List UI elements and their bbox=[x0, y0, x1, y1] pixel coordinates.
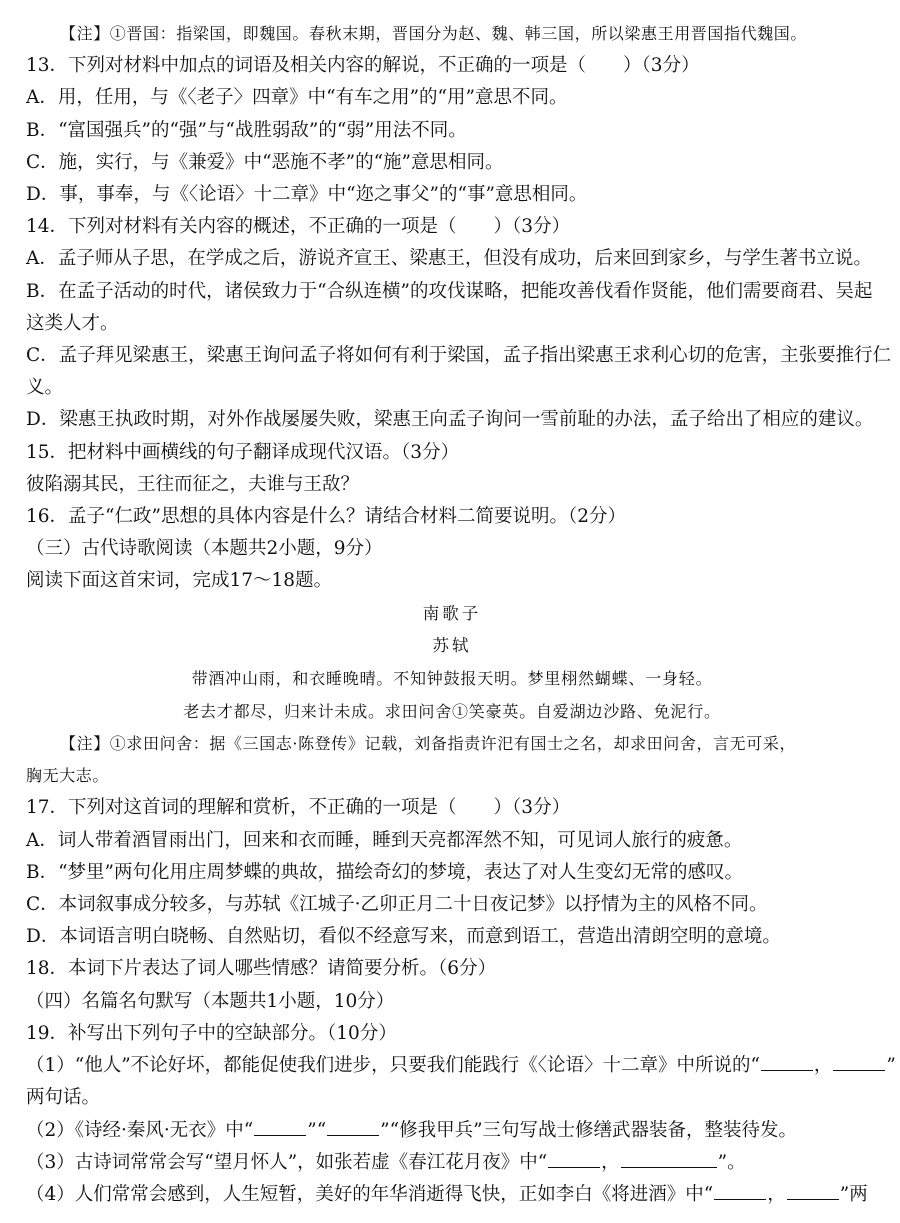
poem-note-line2: 胸无大志。 bbox=[26, 766, 110, 786]
answer-blank[interactable] bbox=[254, 1117, 306, 1136]
question-19-item-3 bbox=[26, 1147, 878, 1179]
item-1-comma: ， bbox=[813, 1055, 833, 1077]
question-14-option-c-line2: 义。 bbox=[26, 377, 64, 399]
question-14-option-d: D．梁惠王执政时期，对外作战屡屡失败，梁惠王向孟子询问一雪前耻的办法，孟子给出了相应的建议。 bbox=[26, 409, 874, 431]
question-13-option-d: D．事，事奉，与《〈论语〉十二章》中“迩之事父”的“事”意思相同。 bbox=[26, 184, 588, 206]
question-15-sentence: 彼陷溺其民，王往而征之，夫谁与王敌？ bbox=[26, 473, 360, 495]
answer-blank[interactable] bbox=[621, 1149, 717, 1168]
question-17-option-a: A．词人带着酒冒雨出门，回来和衣而睡，睡到天亮都浑然不知，可见词人旅行的疲惫。 bbox=[26, 829, 743, 851]
poem-line-2: 老去才都尽，归来计未成。求田问舍①笑豪英。自爱湖边沙路、免泥行。 bbox=[183, 702, 721, 722]
item-2-text: （2）《诗经·秦风·无衣》中“ bbox=[26, 1119, 254, 1141]
item-3-comma: ， bbox=[601, 1151, 620, 1173]
answer-blank[interactable] bbox=[714, 1181, 766, 1200]
section-3-intro: 阅读下面这首宋词，完成17～18题。 bbox=[26, 570, 333, 592]
section-4-title: （四）名篇名句默写（本题共1小题，10分） bbox=[26, 990, 395, 1012]
question-18-stem: 18．本词下片表达了词人哪些情感？请简要分析。（6分） bbox=[26, 958, 497, 980]
question-13-stem: 13．下列对材料中加点的词语及相关内容的解说，不正确的一项是（ ）（3分） bbox=[26, 55, 700, 77]
poem-note-line1: 【注】①求田问舍：据《三国志·陈登传》记载，刘备指责许汜有国士之名，却求田问舍，言无可采， bbox=[60, 734, 797, 754]
note-jin-guo: 【注】①晋国：指梁国，即魏国。春秋末期，晋国分为赵、魏、韩三国，所以梁惠王用晋国指代魏国。 bbox=[60, 24, 808, 43]
answer-blank[interactable] bbox=[548, 1149, 600, 1168]
item-2-rest: ”“修我甲兵”三句写战士修缮武器装备，整装待发。 bbox=[380, 1119, 798, 1141]
answer-blank[interactable] bbox=[327, 1117, 379, 1136]
poem-author: 苏轼 bbox=[432, 635, 472, 655]
question-17-stem: 17．下列对这首词的理解和赏析，不正确的一项是（ ）（3分） bbox=[26, 797, 571, 819]
section-3-title: （三）古代诗歌阅读（本题共2小题，9分） bbox=[26, 538, 383, 560]
question-14-option-b-line1: B．在孟子活动的时代，诸侯致力于“合纵连横”的攻伐谋略，把能攻善伐看作贤能，他们需要商君、吴起 bbox=[26, 280, 873, 302]
question-19-item-1-cont: 两句话。 bbox=[26, 1087, 101, 1109]
item-3-close: ”。 bbox=[717, 1151, 746, 1173]
question-13-option-c: C．施，实行，与《兼爱》中“恶施不孝”的“施”意思相同。 bbox=[26, 151, 504, 173]
question-14-stem: 14．下列对材料有关内容的概述，不正确的一项是（ ）（3分） bbox=[26, 216, 571, 238]
answer-blank[interactable] bbox=[787, 1181, 839, 1200]
question-17-option-c: C．本词叙事成分较多，与苏轼《江城子·乙卯正月二十日夜记梦》以抒情为主的风格不同。 bbox=[26, 894, 768, 916]
question-14-option-c-line1: C．孟子拜见梁惠王，梁惠王询问孟子将如何有利于梁国，孟子指出梁惠王求利心切的危害，主张要推行仁 bbox=[26, 345, 892, 367]
question-13-option-b: B．“富国强兵”的“强”与“战胜弱敌”的“弱”用法不同。 bbox=[26, 119, 467, 141]
question-14-option-a: A．孟子师从子思，在学成之后，游说齐宣王、梁惠王，但没有成功，后来回到家乡，与学生著书立说。 bbox=[26, 248, 872, 270]
answer-blank[interactable] bbox=[761, 1052, 813, 1071]
question-14-option-b-line2: 这类人才。 bbox=[26, 312, 119, 334]
question-16-stem: 16．孟子“仁政”思想的具体内容是什么？请结合材料二简要说明。（2分） bbox=[26, 506, 626, 528]
question-19-item-2 bbox=[26, 1115, 878, 1147]
item-1-close: ” bbox=[886, 1055, 896, 1077]
question-13-option-a: A．用，任用，与《〈老子〉四章》中“有车之用”的“用”意思不同。 bbox=[26, 87, 568, 109]
item-4-text: （4）人们常常会感到，人生短暂，美好的年华消逝得飞快，正如李白《将进酒》中“ bbox=[26, 1183, 714, 1205]
question-19-item-4 bbox=[26, 1179, 878, 1211]
item-4-comma: ， bbox=[767, 1183, 786, 1205]
question-15-stem: 15．把材料中画横线的句子翻译成现代汉语。（3分） bbox=[26, 441, 460, 463]
answer-blank[interactable] bbox=[833, 1052, 885, 1071]
question-17-option-b: B．“梦里”两句化用庄周梦蝶的典故，描绘奇幻的梦境，表达了对人生变幻无常的感叹。 bbox=[26, 861, 744, 883]
question-19-item-1 bbox=[26, 1050, 896, 1082]
item-3-text: （3）古诗词常常会写“望月怀人”，如张若虚《春江花月夜》中“ bbox=[26, 1151, 548, 1173]
poem-title: 南歌子 bbox=[422, 603, 482, 623]
item-1-text: （1）“他人”不论好坏，都能促使我们进步，只要我们能践行《〈论语〉十二章》中所说的“ bbox=[26, 1055, 760, 1077]
item-2-quote: ”“ bbox=[307, 1119, 327, 1141]
item-4-close: ”两 bbox=[839, 1183, 868, 1205]
poem-line-1: 带酒冲山雨，和衣睡晚晴。不知钟鼓报天明。梦里栩然蝴蝶、一身轻。 bbox=[191, 669, 713, 689]
question-19-stem: 19．补写出下列句子中的空缺部分。（10分） bbox=[26, 1022, 397, 1044]
question-17-option-d: D．本词语言明白晓畅、自然贴切，看似不经意写来，而意到语工，营造出清朗空明的意境。 bbox=[26, 926, 781, 948]
